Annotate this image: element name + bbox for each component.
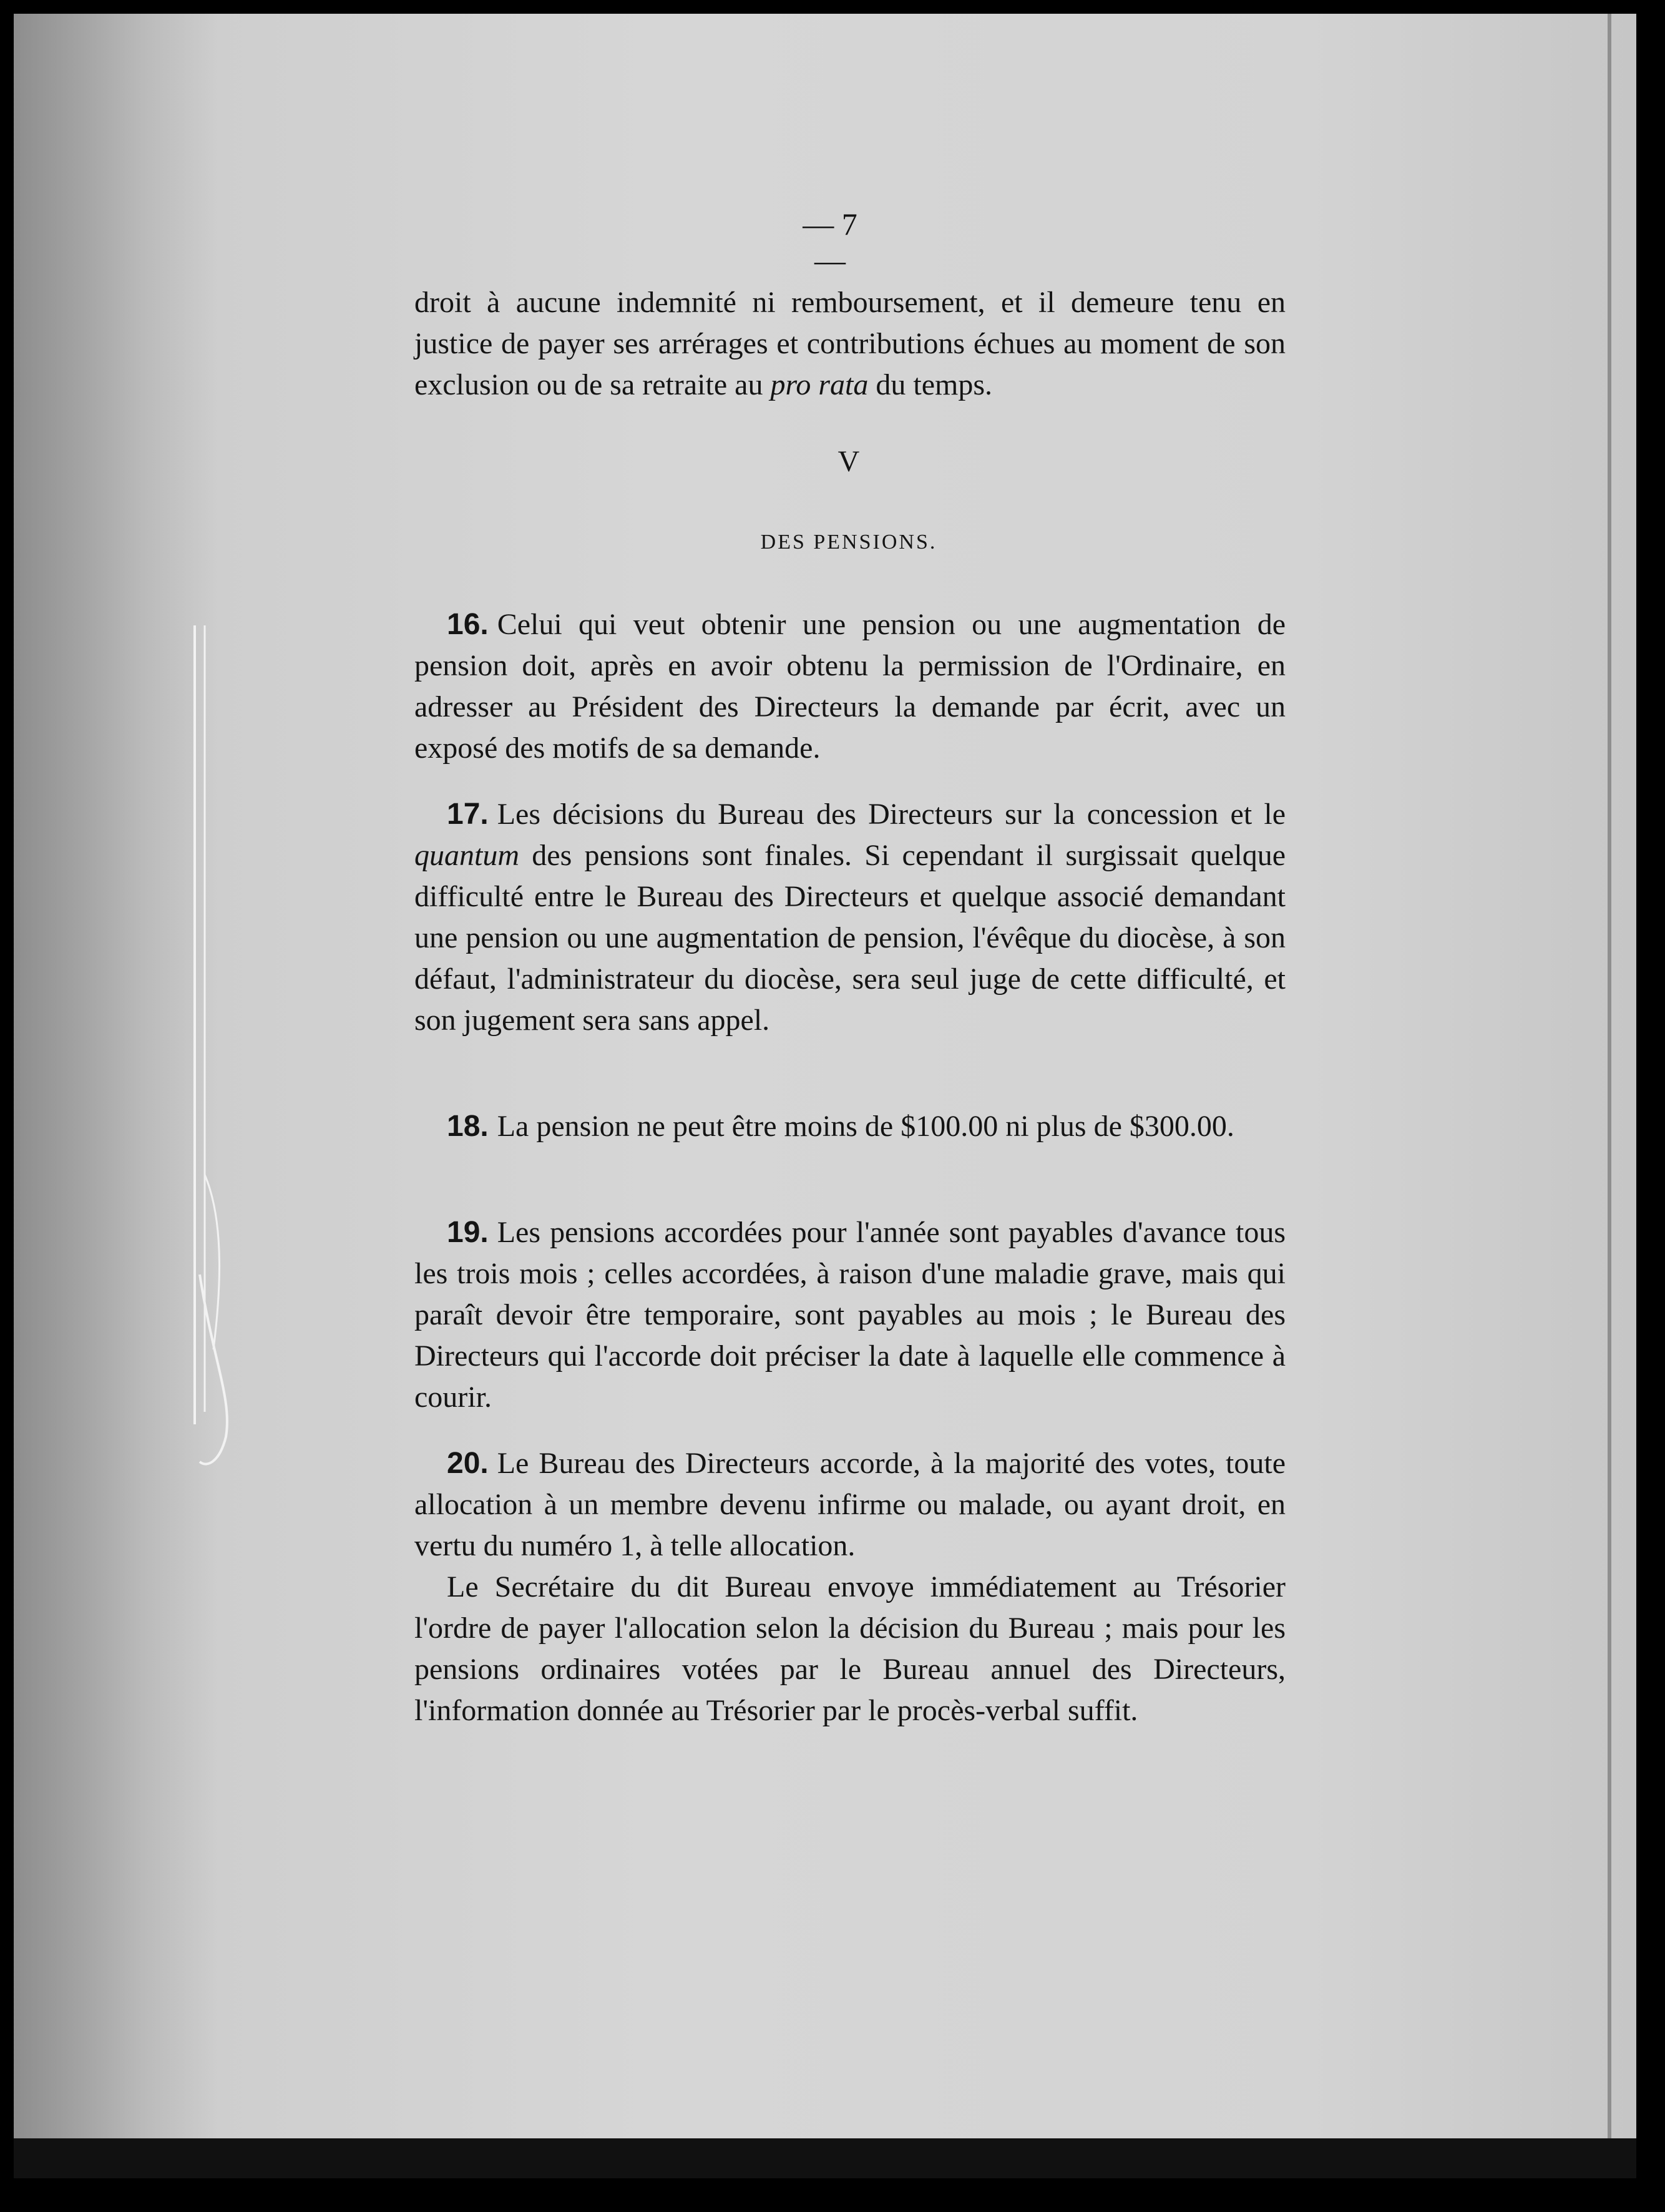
article-18 [414,1106,1286,1147]
binding-thread-icon [170,613,245,1487]
intro-italic: pro rata [770,368,869,401]
article-number: 16. [447,608,489,641]
article-body: Celui qui veut obtenir une pension ou une augmentation de pension doit, après en avoir obtenu la permission de l'Ordinaire, en adresser au Président des Directeurs la demande par écrit, avec un exposé des motifs de sa demande. [414,608,1286,765]
article-17-text [414,794,1286,1041]
intro-text-end: du temps. [868,368,993,401]
page-number: — 7 — [803,207,857,278]
article-16 [414,604,1286,769]
section-title: DES PENSIONS. [760,531,937,554]
article-body-end: des pensions sont finales. Si cependant il surgissait quelque difficulté entre le Bureau des Directeurs et quelque associé demandant une pension ou une augmentation de pension, l'évêque du diocèse, à son défaut, l'administrateur du diocèse, sera seul juge de cette difficulté, et son jugement sera sans appel. [414,839,1286,1037]
intro-paragraph [414,282,1286,406]
article-17 [414,794,1286,1041]
article-20-text [414,1443,1286,1567]
article-number: 18. [447,1110,489,1143]
article-number: 20. [447,1447,489,1480]
article-20-continuation: Le Secrétaire du dit Bureau envoye immédiatement au Trésorier l'ordre de payer l'allocation selon la décision du Bureau ; mais pour les pensions ordinaires votées par le Bureau annuel des Directeurs, l'information donnée au Trésorier par le procès-verbal suffit. [414,1570,1286,1727]
article-body: Les décisions du Bureau des Directeurs sur la concession et le [497,798,1286,831]
article-19-text [414,1212,1286,1418]
page-bottom-border [14,2138,1636,2178]
article-body: Les pensions accordées pour l'année sont payables d'avance tous les trois mois ; celles accordées, à raison d'une maladie grave, mais qui paraît devoir être temporaire, sont payables au mois ; le Bureau des Directeurs qui l'accorde doit préciser la date à laquelle elle commence à courir. [414,1216,1286,1414]
article-19 [414,1212,1286,1418]
intro-text-part: droit à aucune indemnité ni remboursement, et il demeure tenu en justice de payer ses arrérages et contributions échues au moment de son exclusion ou de sa retraite au [414,286,1286,401]
article-italic: quantum [414,839,519,872]
page-edge [1608,14,1611,2178]
article-body: La pension ne peut être moins de $100.00 ni plus de $300.00. [497,1110,1234,1143]
article-18-text [414,1106,1286,1147]
article-16-text [414,604,1286,769]
article-body: Le Bureau des Directeurs accorde, à la majorité des votes, toute allocation à un membre devenu infirme ou malade, ou ayant droit, en vertu du numéro 1, à telle allocation. [414,1447,1286,1562]
article-number: 19. [447,1216,489,1249]
section-number: V [837,445,860,478]
article-20 [414,1443,1286,1731]
intro-text [414,282,1286,406]
article-number: 17. [447,798,489,831]
